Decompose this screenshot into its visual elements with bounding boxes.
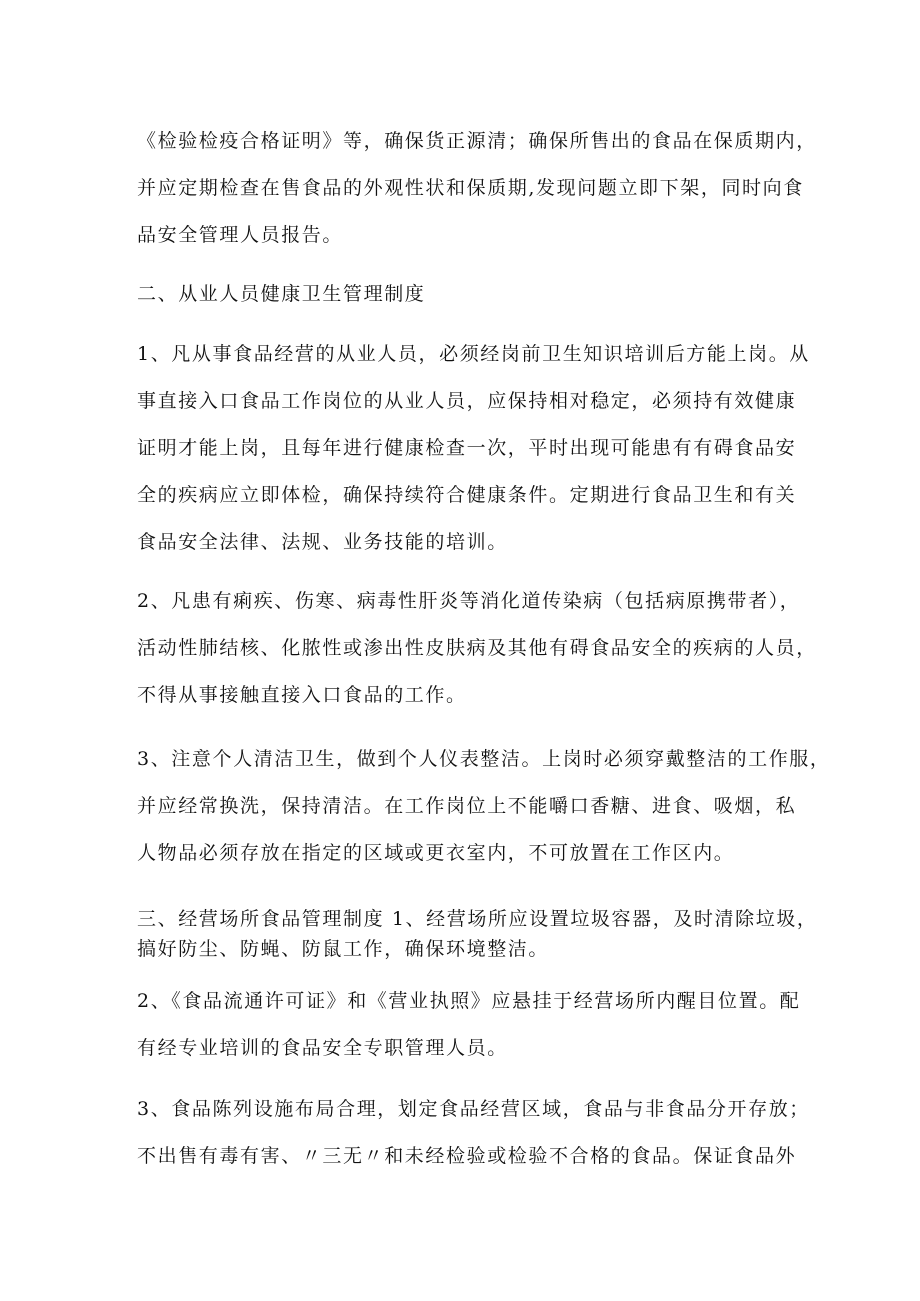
text-line: 3、注意个人清洁卫生，做到个人仪表整洁。上岗时必须穿戴整洁的工作服， [137,748,831,770]
paragraph-food-display [137,1086,810,1180]
paragraph-personal-hygiene [137,736,831,877]
text-line: 食品安全法律、法规、业务技能的培训。 [137,531,508,553]
text-line: 2、《食品流通许可证》和《营业执照》应悬挂于经营场所内醒目位置。配 [137,990,801,1012]
text-line: 搞好防尘、防蝇、防鼠工作，确保环境整洁。 [137,938,550,960]
text-line: 事直接入口食品工作岗位的从业人员，应保持相对稳定，必须持有效健康 [137,390,797,412]
section-heading-staff-health [137,271,797,318]
paragraph-inspection-certificate [137,118,817,259]
text-line: 活动性肺结核、化脓性或渗出性皮肤病及其他有碍食品安全的疾病的人员， [137,637,817,659]
text-line: 1、凡从事食品经营的从业人员，必须经岗前卫生知识培训后方能上岗。从 [137,343,810,365]
heading-text: 二、从业人员健康卫生管理制度 [137,283,426,305]
text-line: 《检验检疫合格证明》等，确保货正源清；确保所售出的食品在保质期内， [137,130,817,152]
paragraph-disease-restriction [137,578,817,719]
text-line: 全的疾病应立即体检，确保持续符合健康条件。定期进行食品卫生和有关 [137,484,797,506]
paragraph-license-display [137,978,801,1072]
text-line: 品安全管理人员报告。 [137,224,344,246]
text-line: 3、食品陈列设施布局合理，划定食品经营区域，食品与非食品分开存放； [137,1098,810,1120]
text-line: 三、经营场所食品管理制度 1、经营场所应设置垃圾容器，及时清除垃圾， [137,908,818,930]
paragraph-premises-management [137,904,818,964]
text-line: 2、凡患有痢疾、伤寒、病毒性肝炎等消化道传染病（包括病原携带者）， [137,590,801,612]
text-line: 人物品必须存放在指定的区域或更衣室内，不可放置在工作区内。 [137,842,735,864]
text-line: 并应定期检查在售食品的外观性状和保质期,发现问题立即下架，同时向食 [137,177,804,199]
text-line: 不得从事接触直接入口食品的工作。 [137,684,467,706]
paragraph-staff-training [137,331,810,566]
text-line: 不出售有毒有害、〃三无〃和未经检验或检验不合格的食品。保证食品外 [137,1145,797,1167]
text-line: 有经专业培训的食品安全专职管理人员。 [137,1037,508,1059]
text-line: 证明才能上岗，且每年进行健康检查一次，平时出现可能患有有碍食品安 [137,437,797,459]
text-line: 并应经常换洗，保持清洁。在工作岗位上不能嚼口香糖、进食、吸烟，私 [137,795,797,817]
